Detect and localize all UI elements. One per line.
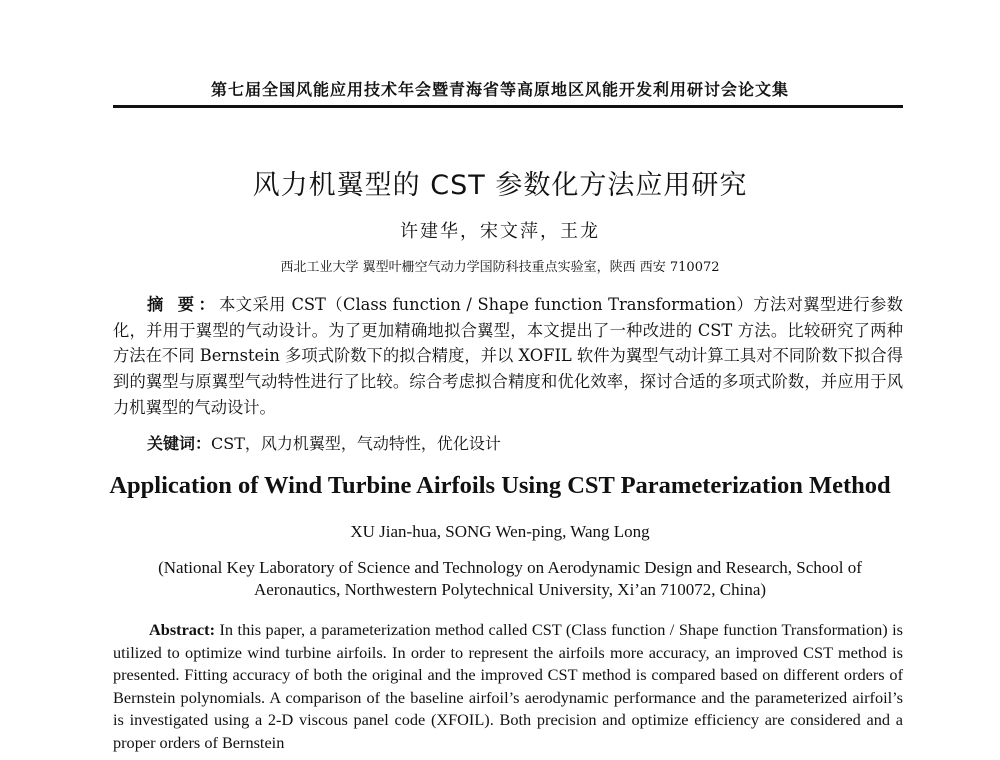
english-abstract-label: Abstract: bbox=[149, 620, 216, 639]
chinese-keywords-label: 关键词： bbox=[147, 434, 212, 453]
running-header: 第七届全国风能应用技术年会暨青海省等高原地区风能开发利用研讨会论文集 bbox=[210, 80, 789, 99]
english-abstract-text: In this paper, a parameterization method called CST (Class function / Shape function Transformation) is utilized to optimize wind turbine airfoils. In order to represent the airfoils more accuracy, an improved CST method is presented. Fitting accuracy of both the original and the improved CST method is compared based on different orders of Bernstein polynomials. A comparison of the baseline airfoil’s aerodynamic performance and the parameterized airfoil’s is investigated using a 2-D viscous panel code (XFOIL). Both precision and optimize efficiency are considered and a proper orders of Bernstein bbox=[113, 620, 903, 752]
header-rule bbox=[113, 105, 903, 108]
chinese-keywords bbox=[147, 431, 907, 454]
chinese-title: 风力机翼型的 CST 参数化方法应用研究 bbox=[252, 170, 748, 201]
chinese-keywords-text: CST，风力机翼型，气动特性，优化设计 bbox=[211, 434, 501, 453]
english-title: Application of Wind Turbine Airfoils Using CST Parameterization Method bbox=[109, 472, 891, 499]
chinese-abstract-label: 摘 要： bbox=[147, 295, 220, 314]
chinese-abstract bbox=[113, 292, 903, 421]
chinese-authors: 许建华，宋文萍，王龙 bbox=[400, 221, 600, 242]
english-abstract bbox=[113, 619, 903, 755]
chinese-abstract-text: 本文采用 CST（Class function / Shape function Transformation）方法对翼型进行参数化，并用于翼型的气动设计。为了更加精确地拟合翼型，本文提出了一种改进的 CST 方法。比较研究了两种方法在不同 Bernstein 多项式阶数下的拟合精度，并以 XOFIL 软件为翼型气动计算工具对不同阶数下拟合得到的翼型与原翼型气动特性进行了比较。综合考虑拟合精度和优化效率，探讨合适的多项式阶数，并应用于风力机翼型的气动设计。 bbox=[113, 295, 903, 417]
english-affiliation: (National Key Laboratory of Science and Technology on Aerodynamic Design and Research, School of Aeronautics, Northwestern Polytechnical University, Xi’an 710072, China) bbox=[158, 558, 862, 599]
chinese-affiliation: 西北工业大学 翼型叶栅空气动力学国防科技重点实验室，陕西 西安 710072 bbox=[280, 260, 720, 275]
english-authors: XU Jian-hua, SONG Wen-ping, Wang Long bbox=[350, 522, 650, 541]
